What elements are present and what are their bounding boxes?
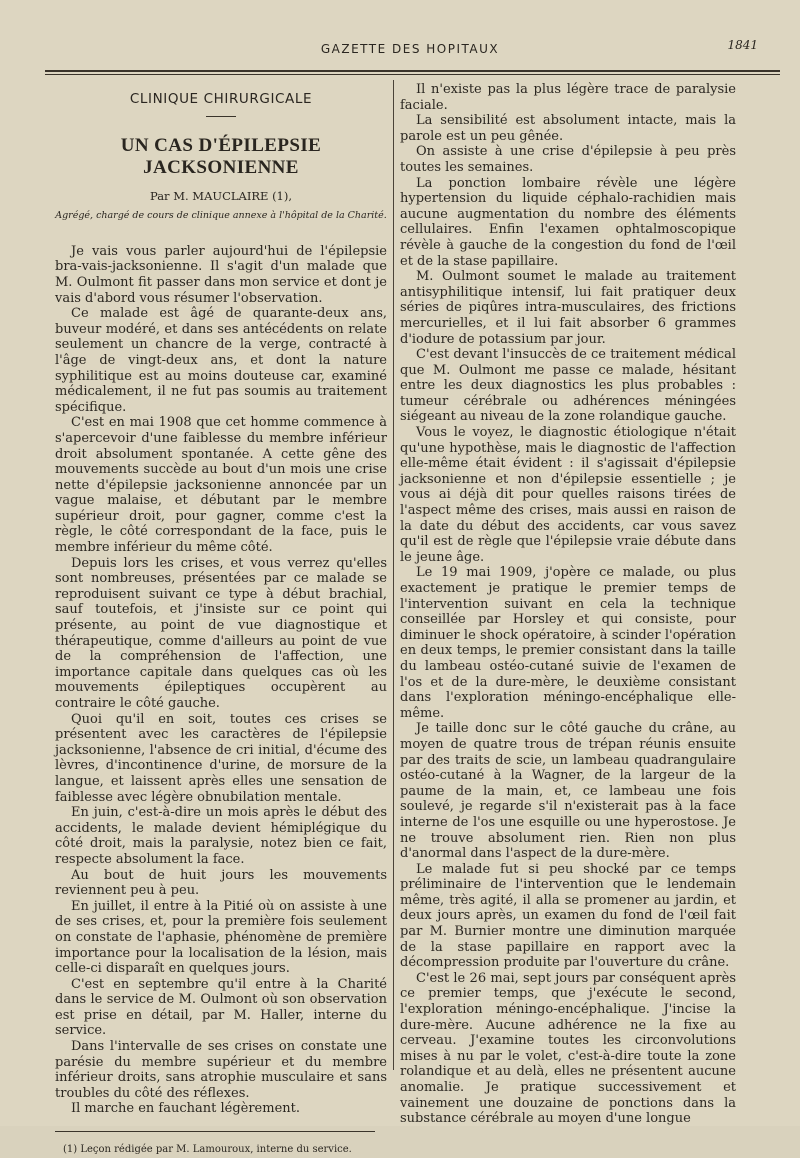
paragraph: On assiste à une crise d'épilepsie à peu près toutes les semaines. <box>400 144 736 175</box>
page-header <box>60 32 760 62</box>
paragraph: Je taille donc sur le côté gauche du crâne, au moyen de quatre trous de trépan réunis ensuite par des traits de scie, un lambeau quadrangulaire ostéo-cutané à la Wagner, de la largeur de la paume de la main, et, ce lambeau une fois soulevé, je regarde s'il n'existerait pas à la face interne de l'os une esquille ou une hyperostose. Je ne trouve absolument rien. Rien non plus d'anormal dans l'aspect de la dure-mère. <box>400 721 736 862</box>
section-title: CLINIQUE CHIRURGICALE <box>129 91 313 107</box>
paragraph: C'est en mai 1908 que cet homme commence à s'apercevoir d'une faiblesse du membre inférieur droit absolument spontanée. A cette gêne des mouvements succède au bout d'un mois une crise nette d'épilepsie jacksonienne annoncée par un vague malaise, et débutant par le membre supérieur droit, pour gagner, comme c'est la règle, le côté correspondant de la face, puis le membre inférieur du même côté. <box>55 415 387 556</box>
paragraph: M. Oulmont soumet le malade au traitement antisyphilitique intensif, lui fait pratiquer deux séries de piqûres intra-musculaires, des frictions mercurielles, et il lui fait absorber 6 grammes d'iodure de potassium par jour. <box>400 269 736 347</box>
left-column <box>55 82 387 1158</box>
right-column <box>400 82 736 1127</box>
author-line: Par M. MAUCLAIRE (1), <box>149 188 293 203</box>
footnote-rule <box>55 1131 375 1132</box>
article-title: UN CAS D'ÉPILEPSIE JACKSONIENNE <box>120 134 322 178</box>
paragraph: Ce malade est âgé de quarante-deux ans, buveur modéré, et dans ses antécédents on relate seulement un chancre de la verge, contracté à l'âge de vingt-deux ans, et dont la nature syphilitique est au moins douteuse car, examiné médicalement, il ne fut pas soumis au traitement spécifique. <box>55 306 387 415</box>
right-paragraphs <box>400 82 736 1127</box>
paragraph: Quoi qu'il en soit, toutes ces crises se présentent avec les caractères de l'épilepsie jacksonienne, l'absence de cri initial, d'écume des lèvres, d'incontinence d'urine, de morsure de la langue, et laissent après elles une sensation de faiblesse avec légère obnubilation mentale. <box>55 711 387 805</box>
author-affiliation: Agrégé, chargé de cours de clinique annexe à l'hôpital de la Charité. <box>55 210 387 222</box>
header-rule <box>45 70 780 72</box>
paragraph: La ponction lombaire révèle une légère hypertension du liquide céphalo-rachidien mais aucune augmentation du nombre des éléments cellulaires. Enfin l'examen ophtalmoscopique révèle à gauche de la congestion du fond de l'œil et de la stase papillaire. <box>400 175 736 269</box>
journal-title: GAZETTE DES HOPITAUX <box>320 42 500 56</box>
paragraph: Je vais vous parler aujourd'hui de l'épilepsie bra-vais-jacksonienne. Il s'agit d'un malade que M. Oulmont fit passer dans mon service et dont je vais d'abord vous résumer l'observation. <box>55 243 387 306</box>
paragraph: La sensibilité est absolument intacte, mais la parole est un peu gênée. <box>400 113 736 144</box>
paragraph: Il marche en fauchant légèrement. <box>71 1101 300 1117</box>
paragraph: C'est en septembre qu'il entre à la Charité dans le service de M. Oulmont où son observation est prise en détail, par M. Haller, interne du service. <box>55 976 387 1039</box>
left-paragraphs <box>55 244 387 1117</box>
paragraph: Le malade fut si peu shocké par ce temps préliminaire de l'intervention que le lendemain même, très agité, il alla se promener au jardin, et deux jours après, un examen du fond de l'œil fait par M. Burnier montre une diminution marquée de la stase papillaire en rapport avec la décompression produite par l'ouverture du crâne. <box>400 861 736 971</box>
paragraph: Le 19 mai 1909, j'opère ce malade, ou plus exactement je pratique le premier temps de l'intervention suivant en cela la technique conseillée par Horsley et qui consiste, pour diminuer le shock opératoire, à scinder l'opération en deux temps, le premier consistant dans la taille du lambeau ostéo-cutané suivie de l'examen de l'os et de la dure-mère, le deuxième consistant dans l'exploration méningo-encéphalique elle-même. <box>400 565 736 721</box>
header-rule-thin <box>45 74 780 75</box>
paragraph: Vous le voyez, le diagnostic étiologique n'était qu'une hypothèse, mais le diagnostic de l'affection elle-même était évident : il s'agissait d'épilepsie jacksonienne et non d'épilepsie essentielle ; je vous ai déjà dit pour quelles raisons tirées de l'aspect même des crises, mais aussi en raison de la date du début des accidents, car vous savez qu'il est de règle que l'épilepsie vraie débute dans le jeune âge. <box>400 425 736 565</box>
paragraph: Il n'existe pas la plus légère trace de paralysie faciale. <box>400 82 736 113</box>
paragraph: Au bout de huit jours les mouvements reviennent peu à peu. <box>55 867 387 899</box>
title-dash <box>206 116 236 117</box>
paragraph: Depuis lors les crises, et vous verrez qu'elles sont nombreuses, présentées par ce malade se reproduisent suivant ce type à début brachial, sauf toutefois, et j'insiste sur ce point qui présente, au point de vue diagnostique et thérapeutique, comme d'ailleurs au point de vue de la compréhension de l'affection, une importance capitale dans quelques cas où les mouvements épileptiques occupèrent au contraire le côté gauche. <box>55 555 387 711</box>
paragraph: En juillet, il entre à la Pitié où on assiste à une de ses crises, et, pour la première fois seulement on constate de l'aphasie, phénomène de première importance pour la localisation de la lésion, mais celle-ci disparaît en quelques jours. <box>55 898 387 977</box>
footnote: (1) Leçon rédigée par M. Lamouroux, interne du service. <box>63 1144 352 1156</box>
paragraph: C'est le 26 mai, sept jours par conséquent après ce premier temps, que j'exécute le second, l'exploration méningo-encéphalique. J'incise la dure-mère. Aucune adhérence ne la fixe au cerveau. J'examine toutes les circonvolutions mises à nu par le volet, c'est-à-dire toute la zone rolandique et au delà, elles ne présentent aucune anomalie. Je pratique successivement et vainement une douzaine de ponctions dans la substance cérébrale au moyen d'une longue <box>400 970 736 1127</box>
paragraph: En juin, c'est-à-dire un mois après le début des accidents, le malade devient hémiplégique du côté droit, mais la paralysie, notez bien ce fait, respecte absolument la face. <box>55 805 387 867</box>
column-divider <box>393 80 394 1070</box>
paragraph: C'est devant l'insuccès de ce traitement médical que M. Oulmont me passe ce malade, hésitant entre les deux diagnostics les plus probables : tumeur cérébrale ou adhérences méningées siégeant au niveau de la zone rolandique gauche. <box>400 347 736 425</box>
paragraph: Dans l'intervalle de ses crises on constate une parésie du membre supérieur et du membre inférieur droits, sans atrophie musculaire et sans troubles du côté des réflexes. <box>55 1039 387 1101</box>
page-year: 1841 <box>727 38 758 52</box>
